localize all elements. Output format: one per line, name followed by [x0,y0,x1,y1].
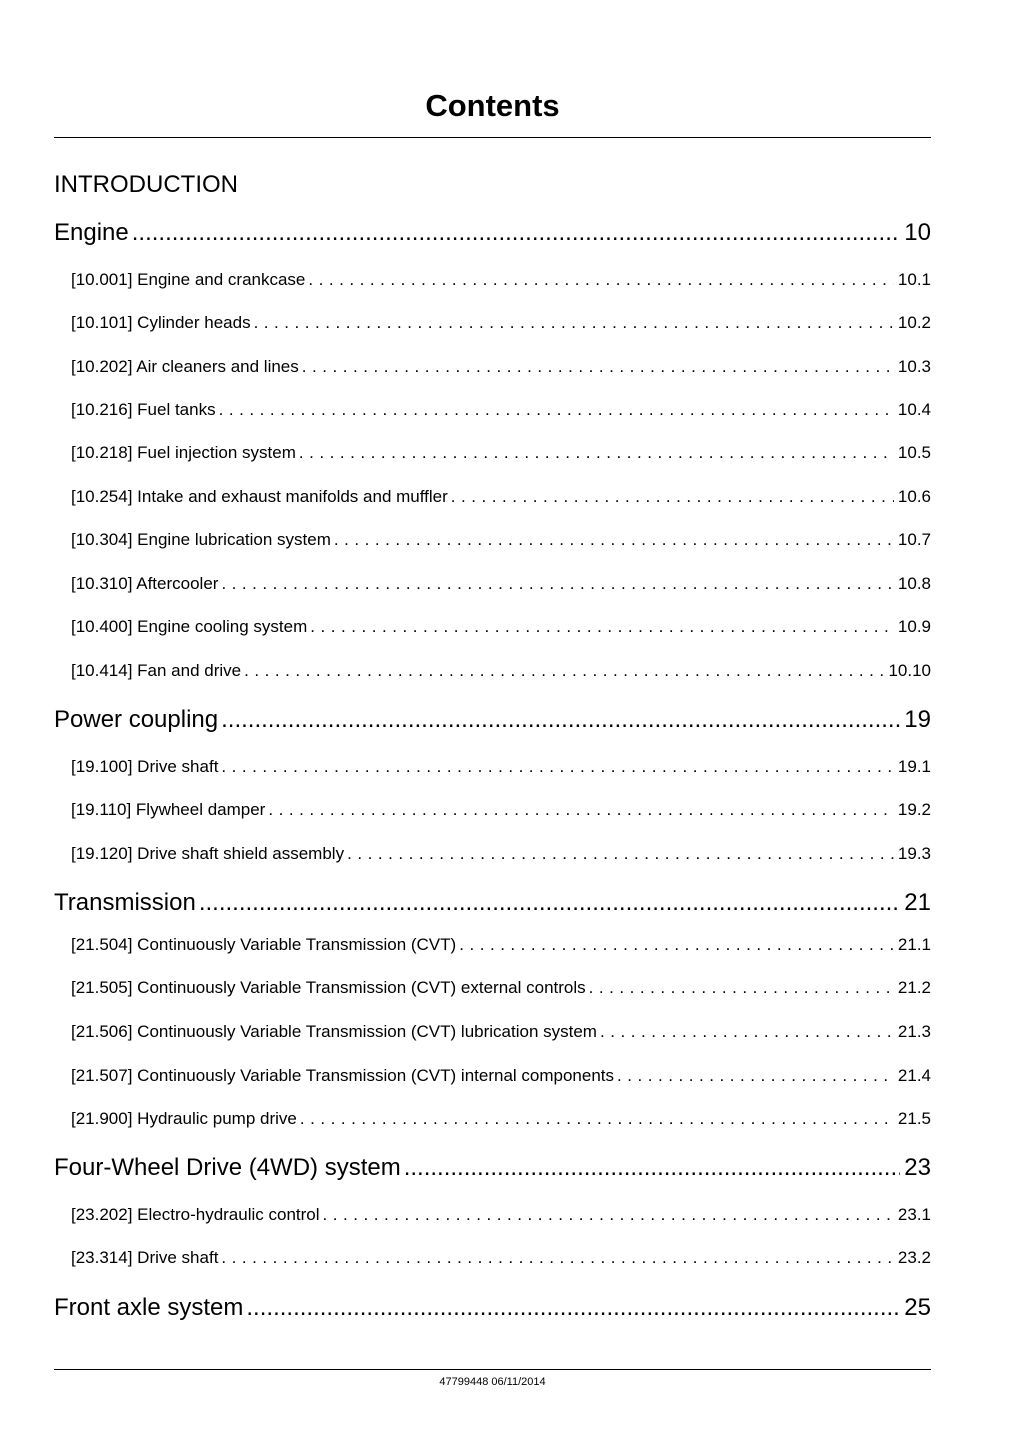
footer-doc-code: 47799448 06/11/2014 [439,1376,546,1388]
toc-item[interactable] [54,485,931,509]
toc-item[interactable] [54,976,931,1000]
toc-item[interactable] [54,1020,931,1044]
toc-section-page: 25 [904,1294,931,1321]
toc-item-label: [10.414] Fan and drive [71,661,242,680]
toc-leader-dots [308,268,894,292]
toc-item-page: 21.5 [897,1109,931,1128]
toc-leader-dots [254,311,894,335]
toc-leader-dots [404,1151,901,1185]
toc-item-page: 10.6 [897,487,931,506]
toc-section-page: 19 [904,706,931,733]
toc-section-page: 21 [904,889,931,916]
toc-item[interactable] [54,1064,931,1088]
toc-item[interactable] [54,659,931,683]
toc-section-front-axle-system[interactable] [54,1291,931,1325]
toc-leader-dots [600,1020,894,1044]
toc-leader-dots [347,842,894,866]
toc-item-page: 23.1 [897,1205,931,1224]
title-divider [54,137,931,138]
toc-leader-dots [334,528,894,552]
toc-item-label: [21.900] Hydraulic pump drive [71,1109,297,1128]
toc-item[interactable] [54,615,931,639]
toc-section-page: 23 [904,1154,931,1181]
introduction-heading[interactable]: INTRODUCTION [54,171,238,198]
page-title: Contents [425,88,560,123]
toc-item[interactable] [54,398,931,422]
toc-item[interactable] [54,1107,931,1131]
toc-leader-dots [299,441,894,465]
toc-leader-dots [617,1064,894,1088]
toc-section-page: 10 [904,219,931,246]
toc-leader-dots [302,355,894,379]
toc-item-page: 10.10 [888,661,931,680]
toc-item-label: [10.254] Intake and exhaust manifolds and muffler [71,487,448,506]
toc-item[interactable] [54,355,931,379]
toc-item-label: [21.506] Continuously Variable Transmission (CVT) lubrication system [71,1022,597,1041]
toc-item-label: [10.101] Cylinder heads [71,313,251,332]
toc-item-page: 21.1 [897,935,931,954]
toc-leader-dots [268,798,894,822]
toc-leader-dots [589,976,894,1000]
toc-leader-dots [246,1291,900,1325]
toc-section-label: Front axle system [54,1294,244,1321]
toc-leader-dots [219,398,894,422]
toc-leader-dots [459,933,894,957]
toc-item-page: 10.4 [897,400,931,419]
toc-item-page: 19.3 [897,844,931,863]
toc-item-page: 10.2 [897,313,931,332]
toc-item-label: [10.304] Engine lubrication system [71,530,331,549]
toc-item[interactable] [54,311,931,335]
toc-item[interactable] [54,933,931,957]
toc-item-page: 23.2 [897,1248,931,1267]
toc-item-page: 21.2 [897,978,931,997]
toc-leader-dots [451,485,894,509]
toc-item[interactable] [54,528,931,552]
toc-item[interactable] [54,842,931,866]
toc-item-page: 10.9 [897,617,931,636]
toc-item-label: [10.400] Engine cooling system [71,617,308,636]
toc-item[interactable] [54,268,931,292]
toc-section-label: Transmission [54,889,196,916]
toc-leader-dots [132,216,901,250]
toc-section-label: Four-Wheel Drive (4WD) system [54,1154,401,1181]
toc-item[interactable] [54,755,931,779]
toc-item-label: [23.202] Electro-hydraulic control [71,1205,320,1224]
toc-leader-dots [300,1107,894,1131]
toc-leader-dots [221,703,900,737]
toc-section-label: Engine [54,219,129,246]
toc-section-engine[interactable] [54,216,931,250]
toc-item-page: 21.4 [897,1066,931,1085]
toc-item[interactable] [54,1203,931,1227]
toc-item-page: 10.7 [897,530,931,549]
toc-item-page: 10.8 [897,574,931,593]
toc-item[interactable] [54,572,931,596]
toc-leader-dots [221,755,893,779]
toc-item-page: 10.3 [897,357,931,376]
toc-item-label: [21.504] Continuously Variable Transmission (CVT) [71,935,457,954]
toc-leader-dots [221,1246,893,1270]
toc-item-label: [10.216] Fuel tanks [71,400,216,419]
toc-item[interactable] [54,798,931,822]
toc-item-label: [19.100] Drive shaft [71,757,219,776]
toc-item-page: 10.5 [897,443,931,462]
toc-item-label: [23.314] Drive shaft [71,1248,219,1267]
toc-item-label: [10.310] Aftercooler [71,574,219,593]
footer-divider [54,1369,931,1370]
toc-leader-dots [244,659,884,683]
toc-leader-dots [310,615,894,639]
toc-item[interactable] [54,441,931,465]
toc-item-label: [21.505] Continuously Variable Transmission (CVT) external controls [71,978,586,997]
toc-item-page: 19.1 [897,757,931,776]
toc-section-label: Power coupling [54,706,219,733]
toc-item-label: [10.001] Engine and crankcase [71,270,306,289]
toc-leader-dots [199,886,900,920]
toc-leader-dots [323,1203,894,1227]
toc-item-page: 10.1 [897,270,931,289]
toc-item-label: [10.202] Air cleaners and lines [71,357,299,376]
toc-section-power-coupling[interactable] [54,703,931,737]
toc-item-page: 21.3 [897,1022,931,1041]
toc-section-transmission[interactable] [54,886,931,920]
toc-leader-dots [221,572,893,596]
toc-item-label: [10.218] Fuel injection system [71,443,296,462]
toc-section-four-wheel-drive[interactable] [54,1151,931,1185]
toc-item-label: [19.110] Flywheel damper [71,800,266,819]
toc-item[interactable] [54,1246,931,1270]
toc-item-label: [19.120] Drive shaft shield assembly [71,844,345,863]
toc-item-page: 19.2 [897,800,931,819]
toc-item-label: [21.507] Continuously Variable Transmission (CVT) internal components [71,1066,615,1085]
